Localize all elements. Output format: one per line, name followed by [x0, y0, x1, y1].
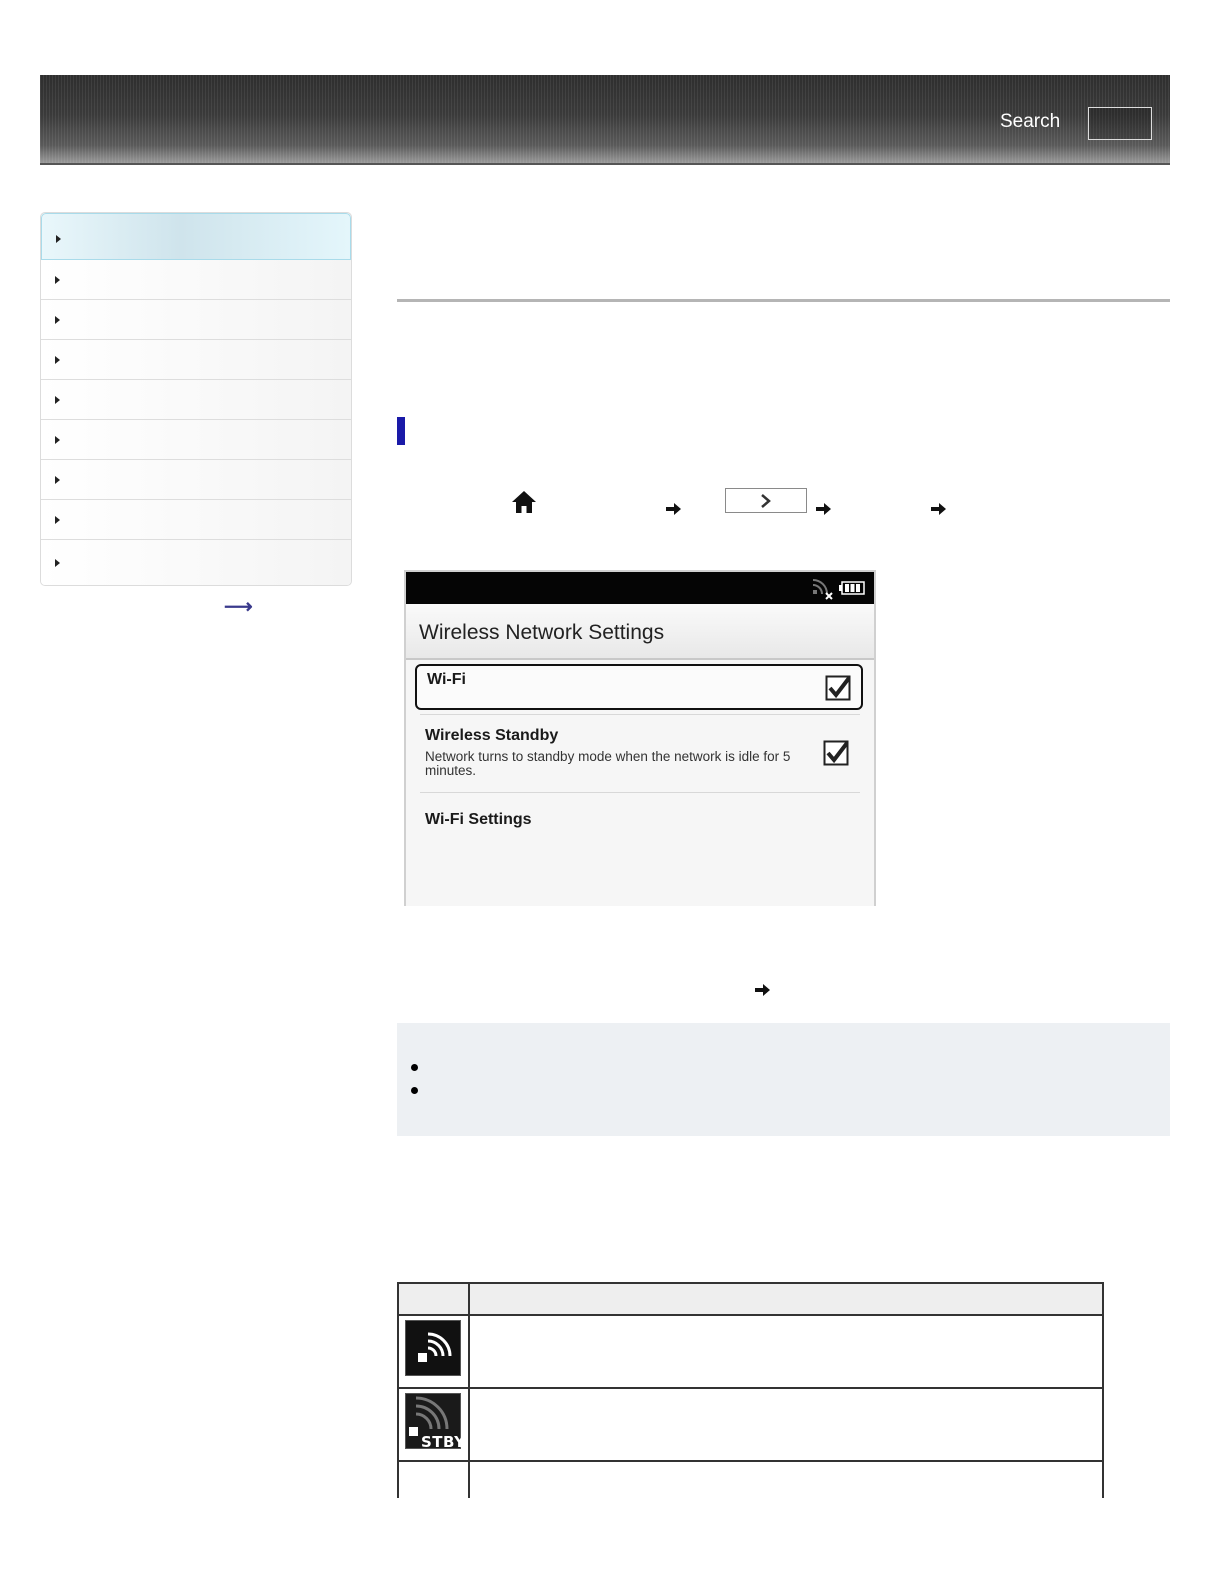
wireless-standby-checkbox[interactable]	[823, 740, 849, 766]
table-row	[398, 1461, 1103, 1498]
device-status-bar	[406, 572, 874, 604]
table-header-cell	[398, 1283, 469, 1315]
standby-label: STBY	[421, 1433, 466, 1451]
wifi-checkbox[interactable]	[825, 675, 851, 701]
wifi-settings-row[interactable]	[406, 793, 874, 853]
sidebar-item[interactable]	[41, 500, 351, 540]
chevron-right-icon	[760, 493, 772, 509]
sidebar-nav	[40, 212, 352, 586]
wifi-row-title: Wi-Fi	[427, 671, 466, 688]
search-input[interactable]	[1088, 107, 1152, 140]
wifi-disabled-icon	[811, 578, 835, 600]
note-box	[397, 1023, 1170, 1136]
wifi-signal-icon	[405, 1320, 461, 1376]
status-icon-table	[397, 1282, 1104, 1498]
next-chevron-button[interactable]	[725, 488, 807, 513]
home-icon	[510, 489, 538, 515]
caret-right-icon	[55, 476, 60, 484]
wireless-standby-title: Wireless Standby	[425, 727, 559, 744]
battery-icon	[839, 581, 865, 595]
table-icon-cell	[398, 1315, 469, 1388]
wifi-settings-title: Wi-Fi Settings	[425, 811, 532, 828]
table-header-row	[398, 1283, 1103, 1315]
wireless-standby-description: Network turns to standby mode when the network is idle for 5 minutes.	[425, 749, 791, 778]
sidebar-item[interactable]	[41, 260, 351, 300]
table-row	[398, 1315, 1103, 1388]
search-label: Search	[1000, 111, 1061, 132]
caret-right-icon	[55, 516, 60, 524]
table-icon-cell	[398, 1461, 469, 1498]
table-description-cell	[469, 1461, 1103, 1498]
caret-right-icon	[56, 235, 61, 243]
sidebar-item[interactable]	[41, 340, 351, 380]
table-header-cell	[469, 1283, 1103, 1315]
sidebar-item[interactable]	[41, 420, 351, 460]
section-heading-marker	[397, 417, 405, 445]
arrow-right-icon	[666, 503, 682, 515]
table-description-cell	[469, 1388, 1103, 1461]
title-divider	[397, 299, 1170, 302]
wireless-standby-row[interactable]	[406, 715, 874, 791]
long-arrow-right-icon[interactable]: ⟶	[224, 596, 253, 618]
arrow-right-icon	[816, 503, 832, 515]
caret-right-icon	[55, 436, 60, 444]
caret-right-icon	[55, 276, 60, 284]
bullet	[411, 1064, 418, 1071]
table-description-cell	[469, 1315, 1103, 1388]
sidebar-item[interactable]	[41, 213, 351, 260]
table-row	[398, 1388, 1103, 1461]
sidebar-item[interactable]	[41, 540, 351, 586]
caret-right-icon	[55, 396, 60, 404]
table-icon-cell	[398, 1388, 469, 1461]
wifi-standby-icon	[405, 1393, 466, 1451]
caret-right-icon	[55, 559, 60, 567]
device-screenshot	[404, 570, 876, 906]
sidebar-item[interactable]	[41, 460, 351, 500]
sidebar-item[interactable]	[41, 300, 351, 340]
sidebar-item[interactable]	[41, 380, 351, 420]
device-title-bar	[406, 604, 874, 660]
bullet	[411, 1087, 418, 1094]
device-screen-title: Wireless Network Settings	[419, 621, 665, 644]
arrow-right-icon	[755, 984, 771, 996]
caret-right-icon	[55, 316, 60, 324]
arrow-right-icon	[931, 503, 947, 515]
caret-right-icon	[55, 356, 60, 364]
wifi-toggle-row[interactable]	[415, 664, 863, 710]
header-bar	[40, 75, 1170, 165]
